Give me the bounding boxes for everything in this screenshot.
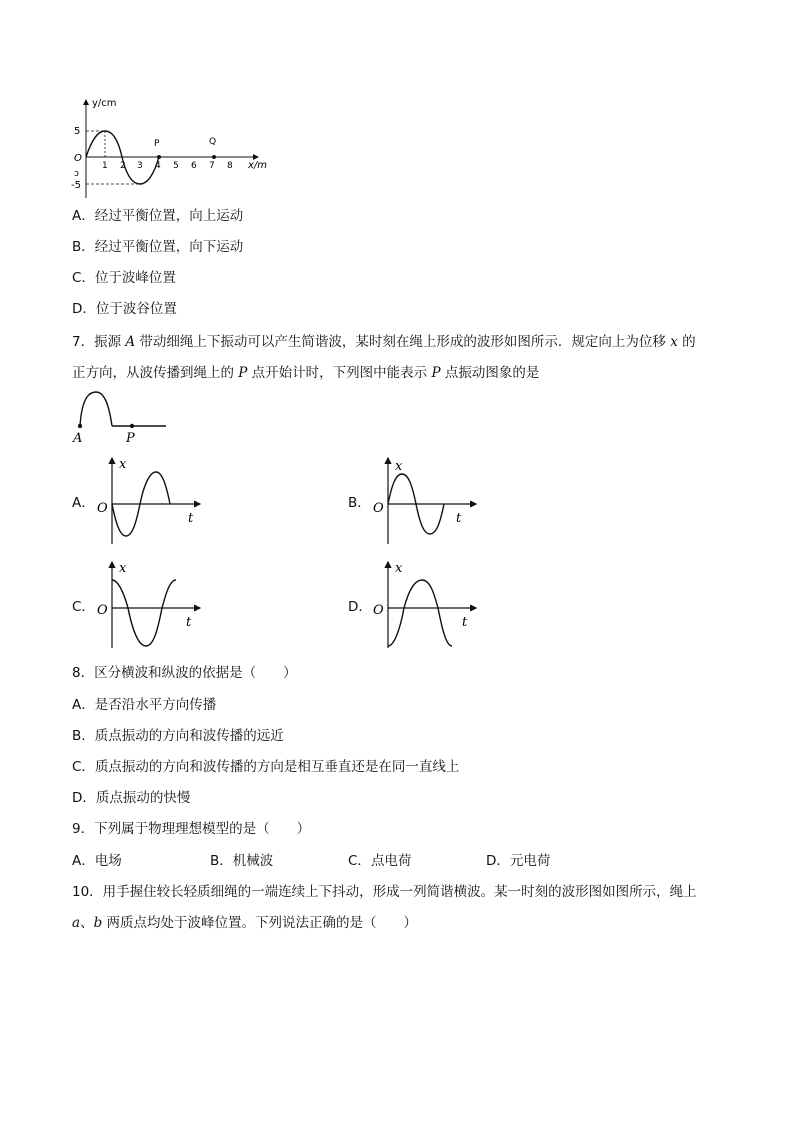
q7-option-c-graph[interactable]	[92, 558, 207, 652]
point-q-label: Q	[209, 137, 217, 147]
q7-option-a-graph[interactable]	[92, 454, 207, 548]
svg-text:O: O	[373, 501, 384, 516]
point-a	[78, 424, 82, 428]
point-q	[212, 155, 216, 159]
x-tick-8: 8	[227, 161, 233, 171]
q9-option-b[interactable]: B．机械波	[210, 853, 274, 869]
q7-stem-line2: 正方向，从波传播到绳上的 P 点开始计时，下列图中能表示 P 点振动图象的是	[72, 365, 540, 381]
rope-figure	[68, 388, 178, 448]
q7-option-d-graph[interactable]	[368, 558, 483, 652]
option-text: 位于波谷位置	[95, 301, 177, 317]
option-letter: C．	[72, 270, 95, 286]
y-tick-5: 5	[74, 126, 81, 137]
q6-option-b[interactable]	[72, 238, 243, 256]
wave-figure	[62, 94, 282, 204]
x-tick-6: 6	[191, 161, 197, 171]
q6-option-a[interactable]	[72, 207, 243, 225]
curve	[388, 580, 452, 646]
label-p: P	[126, 431, 135, 446]
q7-option-c-letter[interactable]: C．	[72, 599, 95, 615]
q7-option-a-letter[interactable]: A．	[72, 495, 95, 511]
curve	[112, 580, 176, 646]
rope-pulse	[80, 392, 112, 426]
x-tick-2: 2	[120, 161, 126, 171]
q6-option-d[interactable]	[72, 300, 177, 318]
q9-stem: 9．下列属于物理理想模型的是（ ）	[72, 821, 311, 837]
option-text: 位于波峰位置	[94, 270, 176, 286]
svg-text:t: t	[186, 615, 192, 630]
x-tick-4: 4	[155, 161, 161, 171]
svg-text:t: t	[456, 511, 462, 526]
q7-option-b-letter[interactable]: B．	[348, 495, 371, 511]
origin-label: O	[74, 153, 82, 164]
x-ticks	[102, 161, 233, 171]
q8-stem: 8．区分横波和纵波的依据是（ ）	[72, 665, 297, 681]
q9-option-d[interactable]: D．元电荷	[486, 853, 551, 869]
option-letter: A．	[72, 208, 95, 224]
q9-option-a[interactable]: A．电场	[72, 853, 122, 869]
svg-text:x: x	[119, 457, 127, 472]
x-tick-1: 1	[102, 161, 108, 171]
q8-option-b[interactable]: B．质点振动的方向和波传播的远近	[72, 728, 284, 744]
q7-option-d-letter[interactable]: D．	[348, 599, 372, 615]
q7-option-b-graph[interactable]	[368, 454, 483, 548]
label-a: A	[73, 431, 83, 446]
svg-text:O: O	[97, 501, 108, 516]
point-p	[157, 155, 161, 159]
q10-stem-line1: 10．用手握住较长轻质细绳的一端连续上下抖动，形成一列简谐横波。某一时刻的波形图如图所示，绳上	[72, 884, 697, 900]
svg-text:O: O	[373, 603, 384, 618]
point-p	[130, 424, 134, 428]
point-p-label: P	[154, 139, 160, 149]
q8-option-c[interactable]: C．质点振动的方向和波传播的方向是相互垂直还是在同一直线上	[72, 759, 460, 775]
x-axis-label: x/m	[248, 160, 268, 171]
svg-text:t: t	[462, 615, 468, 630]
svg-text:x: x	[395, 459, 403, 474]
q8-option-d[interactable]: D．质点振动的快慢	[72, 790, 191, 806]
svg-text:O: O	[97, 603, 108, 618]
option-letter: D．	[72, 301, 96, 317]
x-tick-3: 3	[137, 161, 143, 171]
svg-text:ɔ: ɔ	[74, 169, 79, 179]
svg-text:x: x	[395, 561, 403, 576]
option-letter: B．	[72, 239, 95, 255]
option-text: 经过平衡位置，向上运动	[94, 208, 244, 224]
q6-option-c[interactable]	[72, 269, 176, 287]
q7-stem-line1: 7．振源 A 带动细绳上下振动可以产生简谐波，某时刻在绳上形成的波形如图所示．规定向上为位移 x 的	[72, 334, 696, 350]
q9-option-c[interactable]: C．点电荷	[348, 853, 412, 869]
svg-text:x: x	[119, 561, 127, 576]
y-tick-neg5: -5	[71, 180, 81, 191]
option-text: 经过平衡位置，向下运动	[94, 239, 244, 255]
q8-option-a[interactable]: A．是否沿水平方向传播	[72, 697, 217, 713]
x-tick-7: 7	[209, 161, 215, 171]
x-tick-5: 5	[173, 161, 179, 171]
svg-text:t: t	[188, 511, 194, 526]
y-axis-label: y/cm	[92, 98, 117, 109]
q10-stem-line2: a、b 两质点均处于波峰位置。下列说法正确的是（ ）	[72, 915, 418, 931]
